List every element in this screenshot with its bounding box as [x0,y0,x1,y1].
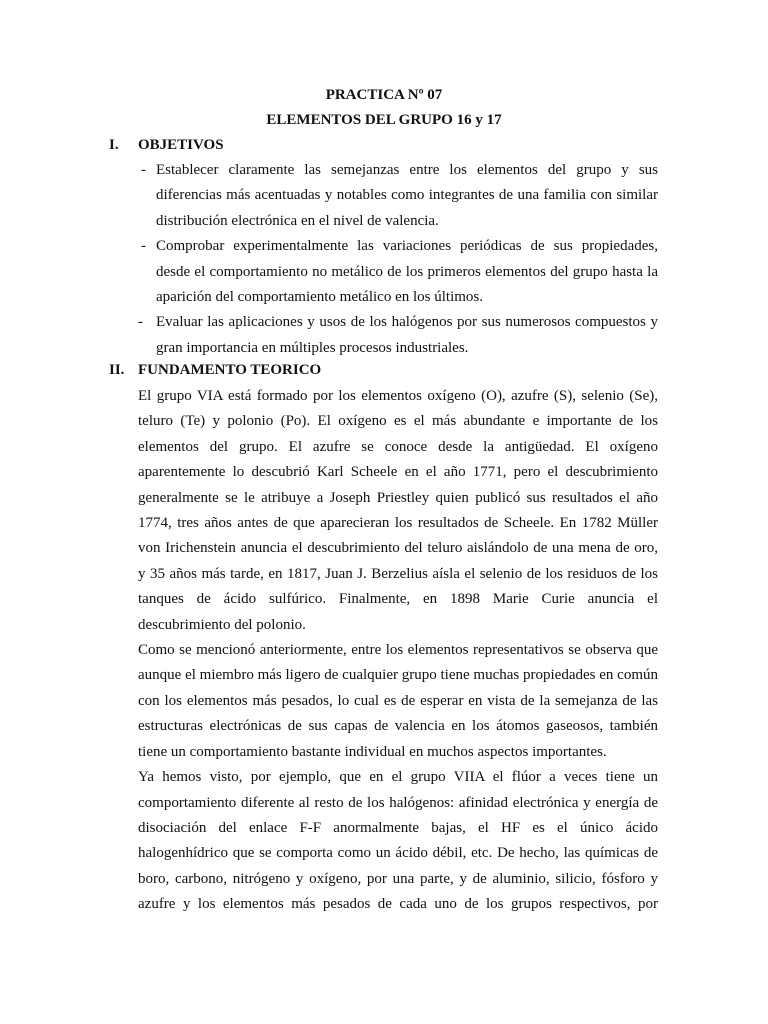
objectives-list [138,158,658,361]
section-number: II. [109,362,125,378]
section-title: FUNDAMENTO TEORICO [138,362,322,378]
bullet-text: Evaluar las aplicaciones y usos de los halógenos por sus numerosos compuestos y gran importancia en múltiples procesos industriales. [156,314,658,356]
section-title: OBJETIVOS [138,137,224,153]
paragraph: El grupo VIA está formado por los elementos oxígeno (O), azufre (S), selenio (Se), teluro (Te) y polonio (Po). El oxígeno es el más abundante e importante de los elementos del grupo. El azufre se conoce desde la antigüedad. El oxígeno aparentemente lo descubrió Karl Scheele en el año 1771, pero el descubrimiento generalmente se le atribuye a Joseph Priestley quien publicó sus resultados el año 1774, tres años antes de que aparecieran los resultados de Scheele. En 1782 Müller von Irichenstein anuncia el descubrimiento del teluro aislándolo de una mena de oro, y 35 años más tarde, en 1817, Juan J. Berzelius aísla el selenio de los residuos de los tanques de ácido sulfúrico. Finalmente, en 1898 Marie Curie anuncia el descubrimiento del polonio. [138,388,658,633]
theory-body [138,384,658,918]
bullet-dash: - [138,314,143,331]
bullet-text: Establecer claramente las semejanzas entre los elementos del grupo y sus diferencias más acentuadas y notables como integrantes de una familia con similar distribución electrónica en el nivel de valencia. [156,162,658,229]
section-heading-objetivos [109,135,224,155]
list-item [138,158,658,234]
practice-number-title: PRACTICA Nº 07 [325,87,443,103]
bullet-text: Comprobar experimentalmente las variaciones periódicas de sus propiedades, desde el comportamiento no metálico de los primeros elementos del grupo hasta la aparición del comportamiento metálico en los últimos. [156,238,658,306]
section-heading-fundamento-teorico [109,360,321,380]
list-item [138,310,658,361]
paragraph: Ya hemos visto, por ejemplo, que en el grupo VIIA el flúor a veces tiene un comportamiento diferente al resto de los halógenos: afinidad electrónica y energía de disociación del enlace F-F anormalmente bajas, el HF es el único ácido halogenhídrico que se comporta como un ácido débil, etc. De hecho, las químicas de boro, carbono, nitrógeno y oxígeno, por una parte, y de aluminio, silicio, fósforo y azufre y los elementos más pesados de cada uno de los grupos respectivos, por [138,769,658,913]
list-item [138,234,658,310]
bullet-dash: - [141,238,146,255]
document-title: ELEMENTOS DEL GRUPO 16 y 17 [266,112,502,128]
paragraph: Como se mencionó anteriormente, entre los elementos representativos se observa que aunque el miembro más ligero de cualquier grupo tiene muchas propiedades en común con los elementos más pesados, lo cual es de esperar en vista de la semejanza de las estructuras electrónicas de sus capas de valencia en los átomos gaseosos, también tiene un comportamiento bastante individual en muchos aspectos importantes. [138,642,658,760]
section-number: I. [109,137,119,153]
bullet-dash: - [141,162,146,178]
